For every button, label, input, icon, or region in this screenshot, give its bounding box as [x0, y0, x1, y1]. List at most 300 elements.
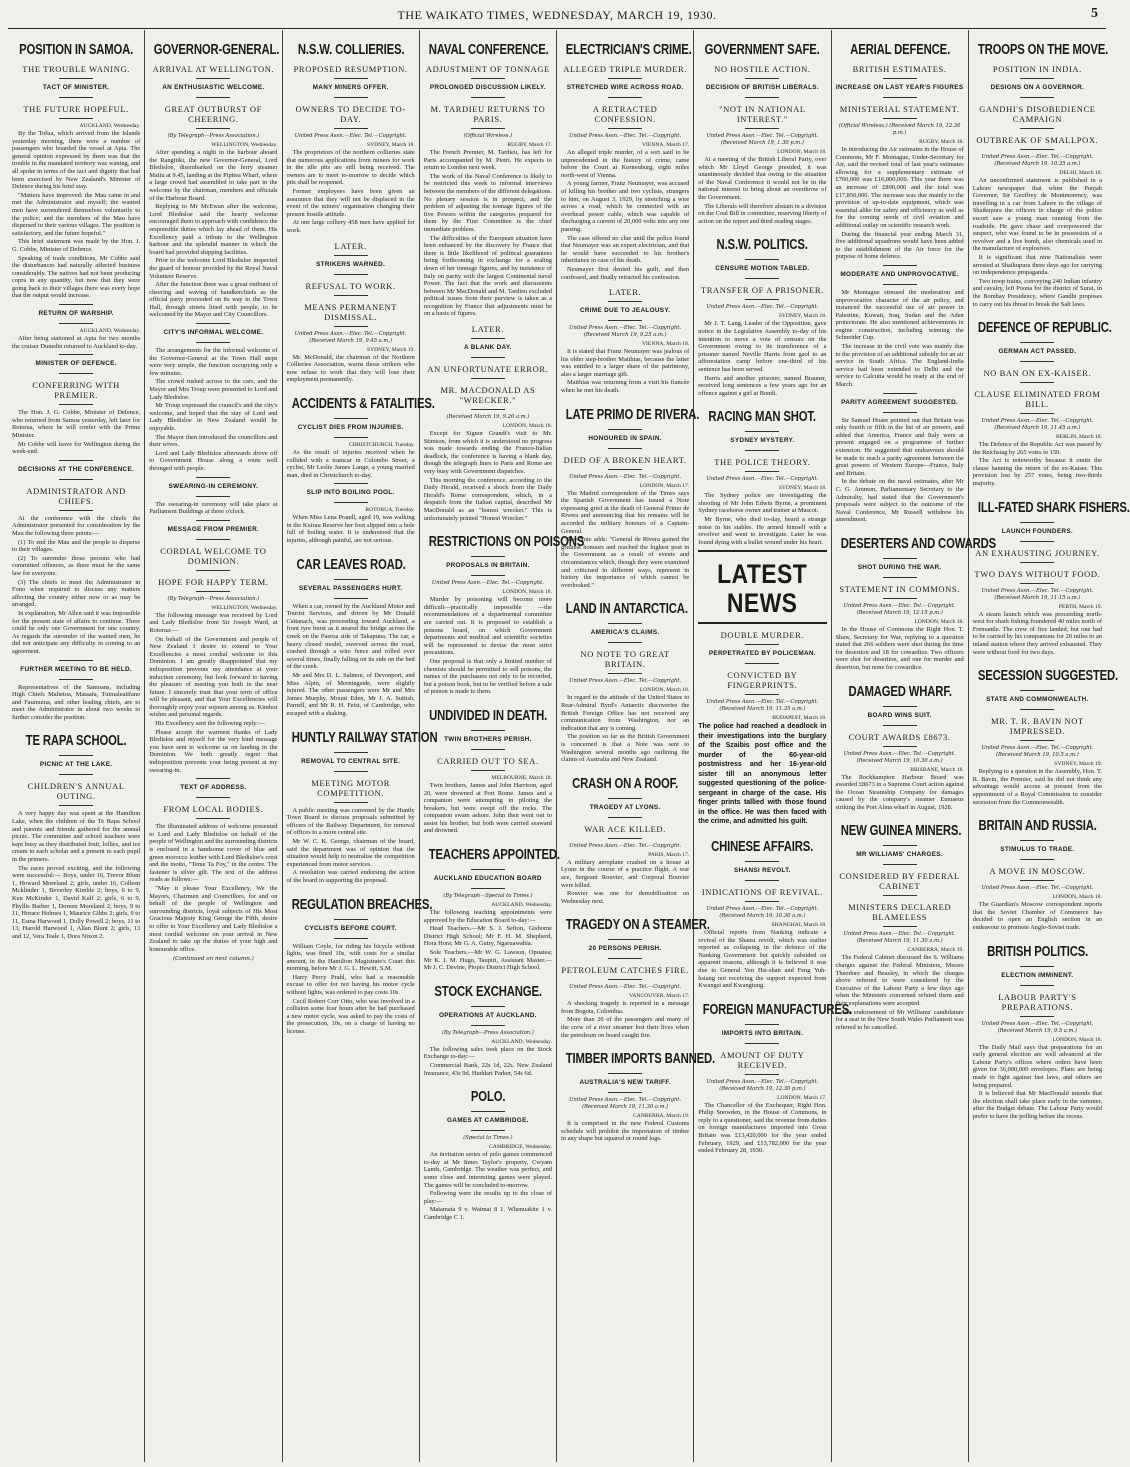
deck-heading: PARITY AGREEMENT SUGGESTED.: [841, 398, 959, 406]
rule: [59, 460, 93, 461]
wire-credit: United Press Assn.—Elec. Tel.—Copyright. (Received March 19, 10.30 a.m.): [706, 905, 819, 919]
rule: [196, 539, 230, 540]
article: [149, 477, 277, 516]
dateline: DELHI, March 18.: [1059, 170, 1102, 176]
paragraph: Cecil Robert Corr Otto, who was involved in a collision some four hours after he had purchased a new motor cycle, was asked to pay the costs of the prosecution, 10s, on a charge of having no license.: [286, 997, 415, 1036]
rule: [745, 861, 779, 862]
subheadline: POSITION IN INDIA.: [992, 64, 1082, 74]
deck-heading: CRIME DUE TO JEALOUSY.: [579, 307, 671, 315]
article-body: [287, 514, 415, 544]
article: [972, 42, 1108, 308]
wire-credit: United Press Assn.—Elec. Tel.—Copyright.: [569, 133, 682, 139]
paragraph: The crowd rushed across to the cars, and the Mayor and Mrs Troup were presented to Lord and Lady Bledisloe.: [149, 378, 278, 401]
rule: [196, 520, 230, 521]
dateline: MELBOURNE, March 18.: [491, 774, 552, 781]
paragraph: Rouvier was one for demobilisation on Wednesday next.: [561, 890, 690, 905]
secondary-heading: CONSIDERED BY FEDERAL CABINET: [839, 871, 960, 892]
deck-heading: PERPETRATED BY POLICEMAN.: [708, 650, 816, 658]
deck-heading: GERMAN ACT PASSED.: [998, 348, 1077, 356]
paragraph: Following were the results up to the close of play:—: [423, 1190, 552, 1205]
headline: DAMAGED WHARF.: [847, 683, 952, 700]
rule: [608, 78, 642, 79]
secondary-heading: TRANSFER OF A PRISONER.: [700, 285, 824, 296]
rule: [1020, 128, 1054, 129]
rule: [59, 774, 93, 775]
rule: [745, 278, 779, 279]
article: [286, 896, 432, 1036]
secondary-heading: CHILDREN'S ANNUAL OUTING.: [27, 781, 125, 802]
rule: [196, 78, 230, 79]
rule: [196, 342, 230, 343]
subheadline: NO HOSTILE ACTION.: [714, 64, 811, 74]
paragraph: After the function there was a great outburst of cheering and waving of handkerchiefs as the official party proceeded on its way to the Town Hall, through streets lined with people, to be welcomed by the Mayor and City Councillors.: [149, 281, 278, 319]
paragraph: The work of the Naval Conference is likely to be restricted this week to informal interviews between the members of the different delegations. No plenary session is in prospect, and the problem of adjusting the tonnage figures of the five Powers within the categories prepared for them by the First Committee is the chief immediate problem.: [423, 172, 552, 233]
article-body: [973, 1044, 1102, 1121]
wire-credit: United Press Assn.—Elec. Tel.—Copyright. (Received March 19, 10.5 a.m.): [981, 745, 1094, 759]
deck-heading: OPERATIONS AT AUCKLAND.: [438, 1011, 537, 1019]
rule: [1020, 859, 1054, 860]
rule: [334, 295, 368, 296]
wire-credit: (By Telegraph—Press Association.): [167, 133, 260, 139]
rule: [471, 556, 505, 557]
rule: [59, 78, 93, 79]
secondary-heading: COURT AWARDS £8673.: [848, 731, 951, 742]
article-body: [424, 782, 552, 835]
article-body: [836, 289, 964, 389]
paragraph: In explanation, Mr Allen said it was impossible for the present state of affairs to continue. There could be only one Government for one country. As regards the surrender of the wanted men, he did not anticipate any difficulty in coming to an agreement.: [12, 609, 141, 655]
article: [973, 944, 1102, 1121]
dateline: CHRISTCHURCH, Tuesday.: [349, 441, 415, 448]
article: [836, 823, 964, 1031]
tertiary-heading: TWO DAYS WITHOUT FOOD.: [974, 568, 1101, 579]
wire-credit: United Press Assn.—Elec. Tel.—Copyright. (Received March 19, 11.30 a.m.): [569, 1097, 682, 1111]
deck-heading: ELECTION IMMINENT.: [1001, 971, 1074, 979]
subheadline: DOUBLE MURDER.: [720, 630, 805, 641]
wire-credit: United Press Assn.—Elec. Tel.—Copyright.: [569, 678, 682, 685]
article: [12, 42, 140, 300]
subheadline: THE TROUBLE WANING.: [22, 64, 130, 74]
rule: [334, 771, 368, 772]
rule: [196, 818, 230, 819]
headline: CAR LEAVES ROAD.: [296, 556, 406, 573]
rule: [471, 409, 505, 410]
rule: [608, 673, 642, 674]
rule: [471, 1130, 505, 1131]
secondary-heading: WAR ACE KILLED.: [584, 823, 666, 834]
article: [149, 323, 277, 473]
column-1: [8, 30, 145, 1462]
rule: [59, 679, 93, 680]
headline: UNDIVIDED IN DEATH.: [428, 707, 547, 724]
paragraph: The Mayor then introduced the councillors and their wives.: [149, 433, 278, 449]
secondary-heading: MINISTERIAL STATEMENT.: [839, 104, 960, 114]
rule: [471, 97, 505, 98]
column-8: [969, 30, 1130, 1462]
paragraph: Neumayer first denied his guilt, and then confessed, and finally retracted his confession.: [561, 265, 690, 281]
secondary-heading: LABOUR PARTY'S PREPARATIONS.: [998, 991, 1077, 1012]
continued-note: (Continued on next column.): [172, 956, 254, 963]
dateline: LONDON, March 18.: [1052, 1036, 1102, 1043]
paragraph: The Note adds: "General de Rivera gained the greatest honours and reached the highest post in the Government as a result of events and circumstances which, though they were examined and criticised in different ways, represent in history the importance of which cannot be overlooked.": [561, 536, 690, 589]
paragraph: The illuminated address of welcome presented to Lord and Lady Bledisloe on behalf of the people of Wellington and the surrounding districts is enclosed in a handsome cover of blue and green morocco leather with Lord Bledisloe's crest and the motto, "Teme Ta Foy," in the centre. The fastener is silver gilt. The text of the address reads as follows:—: [149, 823, 278, 884]
rule: [334, 598, 368, 599]
rule: [745, 880, 779, 881]
deck-heading: 20 PERSONS PERISH.: [588, 945, 662, 953]
article-body: [561, 859, 689, 906]
secondary-heading: "NOT IN NATIONAL INTEREST.": [719, 104, 806, 124]
wire-credit: (Official Wireless.): [463, 133, 513, 139]
rule: [745, 901, 779, 902]
rule: [745, 128, 779, 129]
paragraph: At one large colliery 458 men have applied for work.: [286, 219, 415, 234]
secondary-heading: CONVICTED BY FINGERPRINTS.: [727, 670, 798, 691]
rule: [1020, 78, 1054, 79]
deck-heading: SHOT DURING THE WAR.: [857, 563, 942, 571]
headline: POLO.: [470, 1089, 506, 1106]
article-body: [424, 1046, 552, 1077]
article: [12, 660, 140, 722]
dateline: LONDON, March 17.: [639, 482, 690, 489]
rule: [59, 755, 93, 756]
wire-credit: (Official Wireless.) (Received March 19, 12.30 p.m.): [838, 123, 961, 136]
paragraph: As the result of injuries received when he collided with a tramcar in Colombo Street, a cyclist, Mr Leslie James Lange, a young married man, died in Christchurch to-day.: [286, 448, 415, 479]
article-body: [561, 348, 689, 395]
deck-heading: MESSAGE FROM PREMIER.: [167, 525, 260, 533]
paragraph: It is significant that nine Nationalists were arrested at Shaikupura three days ago for carrying on independence propaganda.: [972, 253, 1102, 277]
wire-credit: United Press Assn.—Elec. Tel.—Copyright. (Received March 19, 12.30 p.m.): [706, 1078, 819, 1092]
paragraph: The endorsement of Mr Williams' candidature for a seat in the New South Wales Parliament was referred to be cancelled.: [835, 1008, 964, 1031]
paragraph: After being stationed at Apia for two months the cruiser Dunedin returned to Auckland to-day.: [12, 335, 141, 350]
rule: [745, 431, 779, 432]
wire-credit: United Press Assn.—Elec. Tel.—Copyright. (Received March 19, 11.15 a.m.): [981, 587, 1094, 601]
rule: [334, 255, 368, 256]
rule: [1020, 541, 1054, 542]
dateline: CANBERRA, March 19.: [633, 1113, 690, 1120]
column-2: [145, 30, 282, 1462]
article: [698, 550, 826, 624]
dateline: LONDON, March 18.: [777, 149, 827, 155]
paragraph: Mr Cobbe will leave for Wellington during the week-end.: [12, 440, 141, 456]
paragraph: Commercial Bank, 22s 1d, 22s. New Zealand Insurance, 43s 9d. Huddart Parker, 54s 6d.: [423, 1062, 552, 1077]
rule: [471, 78, 505, 79]
rule: [471, 730, 505, 731]
deck-heading: GAMES AT CAMBRIDGE.: [447, 1117, 529, 1125]
article: [149, 42, 280, 319]
paragraph: A shocking tragedy is reported in a message from Bogota, Colombia.: [561, 1000, 690, 1015]
paragraph: A resolution was carried endorsing the action of the board in supporting the proposal.: [286, 869, 415, 884]
dateline: VIENNA, March 18.: [642, 341, 690, 348]
rule: [883, 118, 917, 119]
headline: HUNTLY RAILWAY STATION: [291, 729, 437, 746]
dateline: AUCKLAND, Wednesday.: [79, 123, 141, 129]
article-body: [287, 943, 415, 1036]
article-body: [12, 515, 140, 656]
paragraph: (1) To end the Mau and the people to disperse to their villages.: [12, 538, 141, 554]
deck-heading: RETURN OF WARSHIP.: [38, 310, 114, 318]
deck-heading: PROLONGED DISCUSSION LIKELY.: [429, 84, 546, 91]
article-body: [698, 929, 826, 990]
dateline: LONDON, March 18.: [1052, 894, 1102, 901]
article: [972, 320, 1112, 488]
article: [836, 42, 964, 261]
paragraph: Mr J. T. Lang, Leader of the Opposition, gave notice in the Legislative Assembly to-day of his intention to move a vote of censure on the Government owing to its transference of a prisoner named Neville Harris from gaol to an afforestation camp before one-third of his sentence has been served.: [698, 320, 827, 373]
latest-news-rule: [698, 622, 826, 624]
paragraph: The arrangements for the informal welcome of the Governor-General at the Town Hall steps were very simple, the function occupying only a few minutes.: [149, 347, 278, 377]
article-body: [287, 354, 415, 384]
headline: TROOPS ON THE MOVE.: [977, 42, 1108, 58]
article-body: [698, 492, 826, 546]
rule: [196, 591, 230, 592]
article-body: [287, 149, 415, 235]
rule: [334, 802, 368, 803]
dateline: AUCKLAND, Wednesday.: [79, 328, 141, 335]
headline: AERIAL DEFENCE.: [849, 42, 950, 58]
rule: [883, 265, 917, 266]
article-body: [12, 684, 140, 722]
article-body: [424, 1151, 552, 1221]
article-body: [836, 954, 964, 1031]
dateline: CAMBRIDGE, Wednesday.: [489, 1144, 552, 1151]
rule: [1020, 413, 1054, 414]
deck-heading: MINISTER OF DEFENCE.: [35, 360, 117, 368]
paragraph: The Sydney police are investigating the shooting of Mr John Edwin Byrne, a prominent Sydney racehorse owner and trainer at Mascot.: [698, 492, 827, 515]
article: [698, 42, 826, 225]
paragraph: The position so far as the British Government is concerned is that a Note was sent to Washington several months ago outlining the claims of Australia and New Zealand.: [561, 733, 690, 764]
deck-heading: LAUNCH FOUNDERS.: [1001, 527, 1073, 535]
article: [972, 668, 1118, 806]
paragraph: Replying to Mr McEwan after the welcome, Lord Bledisloe said the hearty welcome encouraged them to approach with confidence the responsible duties which lay ahead of them. His Excellency paid a tribute to the Wellington harbour and the splendid manner in which the board had provided shipping facilities.: [149, 203, 278, 256]
headline: RACING MAN SHOT.: [708, 409, 817, 426]
headline: LAND IN ANTARCTICA.: [565, 601, 688, 618]
deck-heading: TRAGEDY AT LYONS.: [589, 803, 661, 811]
headline: RESTRICTIONS ON POISONS: [428, 534, 584, 551]
wire-credit: United Press Assn.—Elec. Tel.—Copyright. (Received March 19, 10.30 a.m.): [843, 750, 956, 764]
deck-heading: STIMULUS TO TRADE.: [1000, 846, 1075, 854]
wire-credit: United Press Assn.—Elec. Tel.—Copyright.: [569, 842, 682, 849]
article: [287, 557, 415, 718]
paragraph: An invitation series of polo games commenced to-day at Mr Innes Taylor's property, Cwyam Lands, Cambridge. The weather was perfect, and some close and interesting games were played. The games will be concluded to-morrow.: [423, 1151, 552, 1189]
paragraph: When a car, owned by the Auckland Motor and Tourist Services, and driven by Mr Donald Cattanach, was proceeding toward Auckland, a front tyre burst as it neared the bridge across the creek on the Paeroa side of Takapuna. The car, a heavy closed model, swerved across the road, crashed through a wire fence and rolled over several times, finally falling on its side on the bed of the creek.: [286, 602, 415, 671]
rule: [608, 128, 642, 129]
rule: [608, 469, 642, 470]
dateline: SYDNEY, March 18.: [778, 485, 827, 492]
rule: [334, 418, 368, 419]
article: [561, 287, 689, 395]
rule: [334, 919, 368, 920]
wire-credit: United Press Assn.—Elec. Tel.—Copyright.: [569, 984, 682, 991]
article: [698, 409, 826, 546]
rule: [471, 378, 505, 379]
rule: [471, 575, 505, 576]
bold-news-paragraph: The police had reached a deadlock in their investigations into the burglary of the Szaibis post office and the murder of the 60-year-old postmistress and her 16-year-old sister till an anonymous letter suggested questioning of the police-sergeant in charge of the case. His finger prints tallied with those found in the office. He was then faced with the crime, and admitted his guilt.: [698, 723, 827, 826]
dateline: SYDNEY, March 19.: [366, 346, 415, 353]
article-body: [561, 1120, 689, 1143]
headline: N.S.W. POLITICS.: [716, 237, 808, 254]
article-body: [12, 335, 140, 350]
paragraph: Harry Percy Prahl, who had a reasonable excuse to offer for not having his motor cycle without lights, was ordered to pay costs 10s.: [286, 973, 415, 997]
article-body: [836, 774, 964, 812]
paragraph: A military aeroplane crashed on a house at Lyons in the course of a practice flight. A war ace, Sergeant Rouvier, and Corporal Bouvier were killed.: [561, 858, 690, 889]
paragraph: It is believed that Mr MacDonald intends that the election shall take place early in the summer, after the Budget debate. The Labour Party would prefer to have the polling before the recess.: [972, 1090, 1102, 1120]
rule: [883, 746, 917, 747]
rule: [883, 412, 917, 413]
paragraph: One proposal is that only a limited number of chemists should be permitted to sell poisons, the names of the purchasers not only to be recorded, but a poison book, but to be verified before a sale of poison is made to them.: [423, 657, 552, 696]
rule: [1020, 1016, 1054, 1017]
paragraph: It is comprised in the new Federal Customs schedule will prohibit the importation of timber in any shape but squared or round logs.: [561, 1120, 690, 1143]
paragraph: The Federal Cabinet discussed the S. Williams charges against the Federal Ministers, Messrs Theodore and Beasley, in which the charges above referred to were considered by the Executive of the Labour Party a few days ago when the Ministers concerned refuted them and their explanations were accepted.: [835, 954, 964, 1008]
deck-heading: MR WILLIAMS' CHARGES.: [856, 851, 943, 859]
deck-heading: PICNIC AT THE LAKE.: [39, 761, 113, 769]
secondary-heading: AN UNFORTUNATE ERROR.: [427, 364, 549, 375]
article: [972, 499, 1130, 657]
dateline: PERTH, March 19.: [1058, 603, 1102, 610]
rule: [1020, 880, 1054, 881]
subheadline: LATER.: [471, 324, 504, 335]
page-number: 5: [1091, 6, 1098, 21]
paragraph: Please accept the warmest thanks of Lady Bledisloe and myself for the very kind message you have sent to welcome us on landing in the Dominion. We both greatly regret that indisposition prevents your being present at my swearing-in.: [149, 728, 278, 774]
rule: [883, 577, 917, 578]
rule: [883, 864, 917, 865]
dateline: SYDNEY, March 18.: [778, 313, 827, 320]
deck-heading: SLIP INTO BOILING POOL.: [306, 489, 395, 497]
paragraph: Former employees have been given an assurance that they will not be displaced in the event of the miners' organisation changing their present hostile attitude.: [286, 187, 415, 218]
article: [424, 42, 552, 318]
rule: [1020, 966, 1054, 967]
secondary-heading: MEETING MOTOR COMPETITION.: [311, 777, 390, 798]
rule: [196, 477, 230, 478]
headline: FOREIGN MANUFACTURES.: [702, 1001, 853, 1018]
article: [287, 241, 415, 384]
paragraph: Mr and Mrs D. L. Salmon, of Devonport, and Miss Alpin, of Morningside, were slightly injured. The other passengers were Mr and Mrs James Murphy, Mount Eden, Mr J. A. Suttish, Parnell, and Mr R. H. Feist, of Cambridge, who escaped with a shaking.: [286, 672, 415, 717]
secondary-heading: THE POLICE THEORY.: [714, 457, 811, 468]
secondary-heading: CARRIED OUT TO SEA.: [437, 755, 539, 766]
deck-heading: SYDNEY MYSTERY.: [730, 437, 795, 445]
tertiary-heading: MR. MACDONALD AS "WRECKER.": [440, 385, 536, 406]
deck-heading: MODERATE AND UNPROVOCATIVE.: [840, 270, 959, 278]
headline: POSITION IN SAMOA.: [19, 42, 134, 58]
secondary-heading: NO BAN ON EX-KAISER.: [983, 368, 1092, 379]
paragraph: This morning the conference, according to the Daily Herald, received a shock from the Daily Herald's Rome correspondent, which, in a despatch from the Italian capital, described Mr MacDonald as an "honest wrecker." This is unfortunately printed "Honest Wrecker.": [423, 476, 552, 522]
article-body: [287, 449, 415, 479]
paragraph: During the financial year ending March 31, five additional squadrons would have been added to the establishment of the Air force for the purpose of home defence.: [835, 230, 964, 261]
paragraph: The Madrid correspondent of the Times says the Spanish Government has issued a Note expressing grief at the death of General Primo de Rivera and announcing that his remains will be accorded the military honours of a Captain-General.: [561, 489, 690, 535]
article: [287, 483, 415, 544]
paragraph: The following message was received by Lord and Lady Bledisloe from Sir Joseph Ward, at Rotorua:—: [149, 611, 278, 634]
deck-heading: SHANSI REVOLT.: [734, 866, 791, 874]
headline: NAVAL CONFERENCE.: [428, 42, 549, 58]
article: [424, 984, 552, 1077]
newspaper-columns: [8, 30, 1130, 1462]
paragraph: It is stated that Franz Neumayer was jealous of his older step-brother Matthias, because the latter was entitled to a larger share of the patrimony, also a larger marriage gift.: [561, 348, 690, 378]
rule: [745, 471, 779, 472]
dateline: LONDON, March 18.: [502, 589, 552, 596]
secondary-heading: CORDIAL WELCOME TO DOMINION.: [160, 545, 267, 566]
paragraph: An unconfirmed statement is published in a Lahore newspaper that when the Punjab Governor, Sir Geoffrey de Montmorency, was travelling in a car from Lahore to the village of Shaikupura the officers in charge of the police escort saw a young man running from the roadside. He gave chase and overpowered the suspect, who was found to be in possession of a revolver and a live bomb, also chemicals used in the manufacture of explosives.: [972, 177, 1102, 253]
article-body: [561, 694, 689, 763]
article: [424, 324, 552, 522]
rule: [745, 1024, 779, 1025]
paragraph: Mr Byrne, who died to-day, heard a strange noise in his stables. He armed himself with a revolver and went to investigate. Later he was found dying with a bullet wound under his heart.: [698, 516, 827, 546]
rule: [334, 579, 368, 580]
article-body: [424, 909, 552, 972]
headline: TIMBER IMPORTS BANNED.: [565, 1051, 716, 1068]
rule: [1020, 562, 1054, 563]
article: [561, 601, 689, 763]
rule: [59, 510, 93, 511]
dateline: LONDON, March 18.: [914, 618, 964, 625]
paragraph: "May it please Your Excellency, We the Mayors, Chairmen and Councillors, for and on behalf of the people of Wellington and surrounding districts, loyal subjects of His Most Gracious Majesty King George the Fifth, desire to offer to Your Excellency and Lady Bledisloe a most cordial welcome on your arrival in New Zealand to take up the duties of your high and honourable office.: [149, 884, 278, 953]
paragraph: When Miss Lena Prandl, aged 19, was walking in the Kuirau Reserve her foot slipped into a hole full of boiling water. It is understood that the injuries, although painful, are not serious.: [286, 514, 415, 545]
rule: [745, 299, 779, 300]
paragraph: Mr Montague stressed the moderation and unprovocative character of the air policy, and instanced the successful use of air power in Palestine, Kuwait, Iraq, Sudan and the Aden protectorate. He also mentioned achievements in engine construction, including winning the Schneider Cup.: [835, 288, 964, 342]
paragraph: At a meeting of the British Liberal Party, over which Mr Lloyd George presided, it was unanimously decided that owing to the situation of the Naval Conference it would not be in the national interest to bring about an overthrow of the Government.: [698, 156, 827, 201]
deck-heading: FURTHER MEETING TO BE HELD.: [20, 665, 132, 673]
wire-credit: (Received March 19, 9.20 a.m.): [446, 414, 530, 421]
article-body: [149, 823, 277, 953]
rule: [1020, 382, 1054, 383]
tertiary-heading: HOPE FOR HAPPY TERM.: [158, 576, 269, 587]
article: [12, 304, 140, 350]
rule: [334, 483, 368, 484]
rule: [1020, 709, 1054, 710]
rule: [608, 320, 642, 321]
paragraph: At the conference with the chiefs the Administrator presented for consideration by the Mau the following three points:—: [12, 514, 141, 537]
paragraph: By the Tofua, which arrived from the Islands yesterday morning, there were a number of passengers who boarded the vessel at Apia. The general opinion expressed by them was that the trouble in the mandated territory was waning, and all spoke in terms of the tact and dignity that had been exercised by New Zealand's Minister of Defence during his brief stay.: [12, 130, 141, 191]
article-body: [424, 149, 552, 318]
paragraph: The Guardian's Moscow correspondent reports that the Soviet Chamber of Commerce has decided to open an English section in an endeavour to promote Anglo-Soviet trade.: [972, 901, 1102, 931]
deck-heading: DECISIONS AT THE CONFERENCE.: [18, 465, 135, 473]
rule: [59, 404, 93, 405]
subheadline: ALLEGED TRIPLE MURDER.: [563, 64, 688, 74]
deck-heading: TEXT OF ADDRESS.: [180, 784, 247, 792]
article: [286, 395, 435, 479]
dateline: LONDON, March 18.: [639, 687, 690, 694]
secondary-heading: REFUSAL TO WORK.: [305, 280, 396, 291]
rule: [196, 97, 230, 98]
article-body: [973, 177, 1102, 308]
article-body: [973, 901, 1102, 931]
rule: [883, 895, 917, 896]
rule: [883, 926, 917, 927]
rule: [883, 393, 917, 394]
article-body: [424, 596, 552, 696]
article-body: [561, 1000, 689, 1039]
rule: [608, 817, 642, 818]
paragraph: Mr. McDonald, the chairman of the Northern Collieries Association, warns those strikers who now refuse to work that they will lose their employment permanently.: [286, 353, 415, 384]
article: [12, 733, 140, 940]
paragraph: The Rockhampton Harbour Board was awarded £8673 in a Supreme Court action against the Ocean Steamship Company for damages caused by the company's steamer Eumaeus striking the Port Alma wharf in August, 1928.: [835, 773, 964, 811]
headline: GOVERNMENT SAFE.: [704, 42, 820, 58]
wire-credit: United Press Assn.—Elec. Tel.—Copyright.: [706, 304, 819, 311]
secondary-heading: A RETRACTED CONFESSION.: [592, 104, 658, 124]
dateline: CANBERRA, March 19.: [907, 947, 964, 954]
paragraph: The Act is noteworthy because it omits the clause banning the return of the ex-Kaiser. This provision lost by 257 votes, being two-thirds majority.: [972, 457, 1102, 488]
wire-credit: United Press Assn.—Elec. Tel.—Copyright. (Received March 19, 10.35 a.m.): [981, 154, 1094, 167]
article-body: [287, 807, 415, 885]
wire-credit: (By Telegraph—Press Association.): [167, 595, 260, 602]
rule: [1020, 583, 1054, 584]
rule: [608, 623, 642, 624]
rule: [334, 274, 368, 275]
article-body: [149, 501, 277, 516]
headline: BRITAIN AND RUSSIA.: [978, 818, 1097, 835]
rule: [608, 642, 642, 643]
paragraph: Murder by poisoning will become more difficult—practically impossible —the recommendations of a departmental committee are carried out. It is proposed to establish a poisons board, on which Government departments and medical and scientific societies will be represented to devise the most strict precautions.: [423, 596, 552, 657]
rule: [745, 1043, 779, 1044]
paragraph: Two troop trains, conveying 240 Indian infantry and cavalry, left Poona for the district of Surat, in the Bombay Presidency, where Gandhi proposes to carry out his threat to break the Salt laws.: [972, 277, 1102, 308]
paragraph: "Matters have improved: the Mau came in and met the Administrator and myself; the wanted men have surrendered themselves voluntarily to the police; and the members of the Mau have dispersed to their various villages. The position is satisfactory, and the future hopeful.": [12, 191, 141, 237]
secondary-heading: STATEMENT IN COMMONS.: [839, 583, 960, 594]
